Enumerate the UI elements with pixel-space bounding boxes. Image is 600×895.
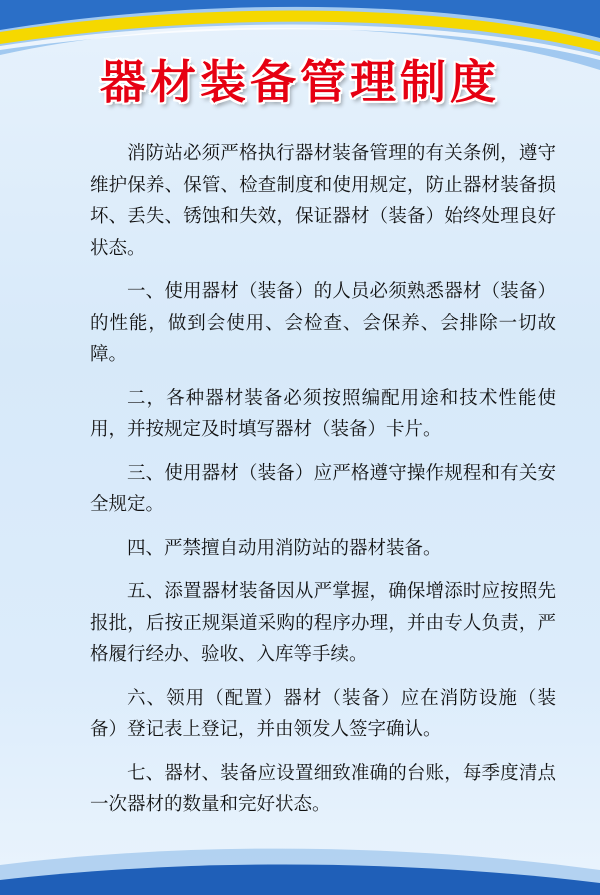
regulation-body <box>90 138 556 833</box>
page-title: 器材装备管理制度 <box>100 55 500 109</box>
rule-2-paragraph: 二，各种器材装备必须按照编配用途和技术性能使用，并按规定及时填写器材（装备）卡片。 <box>90 387 556 440</box>
rule-1-paragraph: 一、使用器材（装备）的人员必须熟悉器材（装备）的性能，做到会使用、会检查、会保养、会排除一切故障。 <box>90 281 556 365</box>
intro-paragraph: 消防站必须严格执行器材装备管理的有关条例，遵守维护保养、保管、检查制度和使用规定，防止器材装备损坏、丢失、锈蚀和失效，保证器材（装备）始终处理良好状态。 <box>90 143 556 259</box>
rule-4-paragraph: 四、严禁擅自动用消防站的器材装备。 <box>127 537 442 559</box>
rule-5-paragraph: 五、添置器材装备因从严掌握，确保增添时应按照先报批，后按正规渠道采购的程序办理，并由专人负责，严格履行经办、验收、入库等手续。 <box>90 581 556 665</box>
rule-6-paragraph: 六、领用（配置）器材（装备）应在消防设施（装备）登记表上登记，并由领发人签字确认。 <box>90 687 556 740</box>
rule-7-paragraph: 七、器材、装备应设置细致准确的台账，每季度清点一次器材的数量和完好状态。 <box>90 762 556 815</box>
bottom-wave-decoration <box>0 835 600 895</box>
rule-3-paragraph: 三、使用器材（装备）应严格遵守操作规程和有关安全规定。 <box>90 462 556 515</box>
